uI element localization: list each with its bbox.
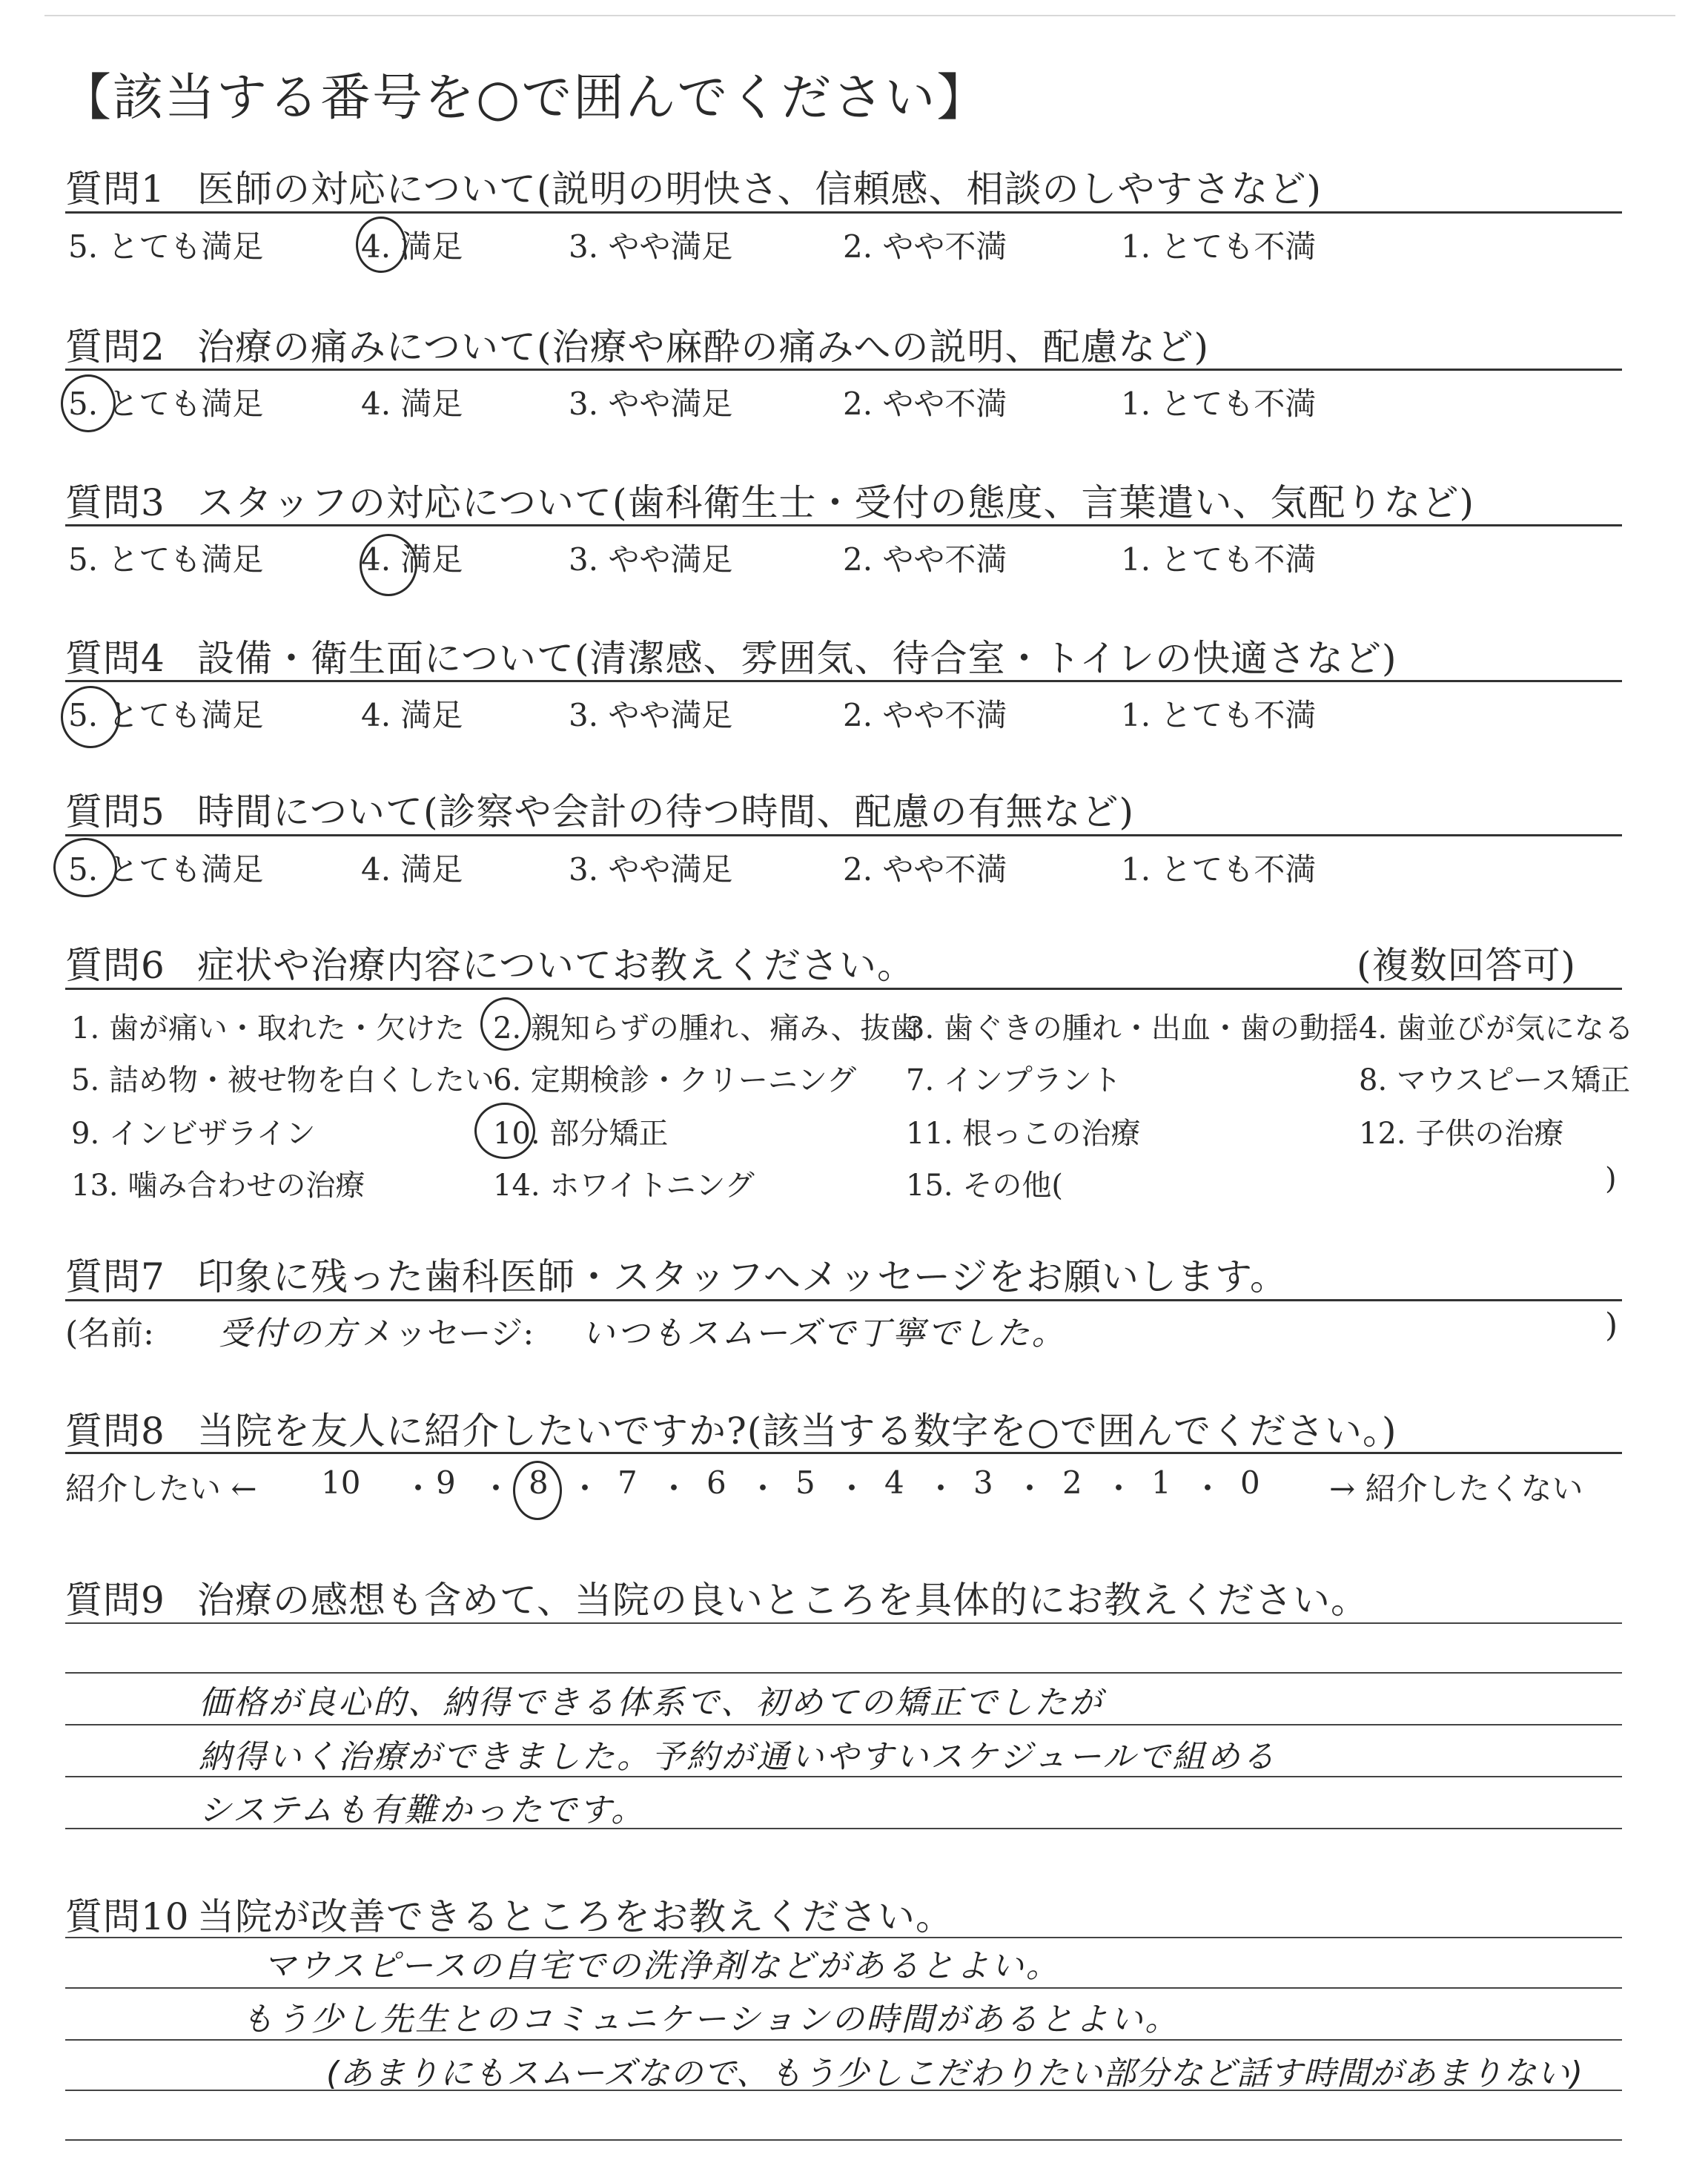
option-3[interactable]: 3. やや満足	[569, 386, 733, 422]
symptom-option[interactable]: 14. ホワイトニング	[493, 1169, 755, 1203]
option-2[interactable]: 2. やや不満	[843, 228, 1007, 265]
rating-options-q4	[68, 691, 1625, 736]
divider	[65, 680, 1622, 682]
scale-value[interactable]: 6	[706, 1464, 726, 1501]
scale-value[interactable]: 9	[436, 1464, 456, 1501]
question-number: 質問10	[65, 1895, 190, 1938]
symptom-option[interactable]: 4. 歯並びが気になる	[1359, 1011, 1634, 1046]
selection-circle	[61, 374, 116, 432]
symptom-option[interactable]: 9. インビザライン	[71, 1117, 316, 1151]
question-number: 質問2	[65, 326, 165, 369]
question-number: 質問6	[65, 944, 165, 987]
selection-circle	[360, 534, 417, 596]
scale-value[interactable]: 2	[1062, 1464, 1082, 1501]
option-2[interactable]: 2. やや不満	[843, 851, 1007, 888]
symptom-option[interactable]: 11. 根っこの治療	[906, 1117, 1141, 1151]
scale-dot: ・	[925, 1470, 957, 1507]
option-4[interactable]: 4. 満足	[361, 228, 463, 265]
symptom-option[interactable]: 3. 歯ぐきの腫れ・出血・歯の動揺	[906, 1011, 1359, 1046]
option-5[interactable]: 5. とても満足	[68, 851, 264, 888]
question-text: 印象に残った歯科医師・スタッフへメッセージをお願いします。	[197, 1255, 1288, 1298]
scale-dot: ・	[480, 1470, 512, 1507]
rating-options-q2	[68, 380, 1625, 424]
option-3[interactable]: 3. やや満足	[569, 851, 733, 888]
question-3	[65, 473, 1474, 526]
symptom-option[interactable]: 15. その他(	[906, 1169, 1063, 1203]
question-7	[65, 1247, 1288, 1301]
handwritten-answer-line: もう少し先生とのコミュニケーションの時間があるとよい。	[241, 2001, 1180, 2038]
scale-dot: ・	[569, 1470, 601, 1507]
option-4[interactable]: 4. 満足	[361, 386, 463, 422]
option-1[interactable]: 1. とても不満	[1121, 851, 1317, 888]
scale-value[interactable]: 4	[884, 1464, 904, 1501]
symptom-option[interactable]: 2. 親知らずの腫れ、痛み、抜歯	[493, 1011, 920, 1046]
question-2	[65, 317, 1209, 371]
answer-line	[65, 1724, 1622, 1725]
divider	[65, 211, 1622, 214]
symptom-option[interactable]: 1. 歯が痛い・取れた・欠けた	[71, 1011, 465, 1046]
scale-right-label: → 紹介したくない	[1329, 1470, 1583, 1507]
recommend-scale	[65, 1464, 1622, 1509]
option-5[interactable]: 5. とても満足	[68, 386, 264, 422]
divider	[65, 834, 1622, 836]
option-3[interactable]: 3. やや満足	[569, 697, 733, 733]
question-number: 質問5	[65, 790, 165, 833]
answer-line	[65, 1937, 1622, 1938]
question-text: 設備・衛生面について(清潔感、雰囲気、待合室・トイレの快適さなど)	[197, 637, 1397, 680]
question-10	[65, 1887, 953, 1941]
question-text: 治療の感想も含めて、当院の良いところを具体的にお教えください。	[197, 1579, 1368, 1622]
handwritten-answer-line: 納得いく治療ができました。予約が通いやすいスケジュールで組める	[199, 1738, 1277, 1776]
scale-value[interactable]: 3	[973, 1464, 993, 1501]
symptom-option[interactable]: 6. 定期検診・クリーニング	[493, 1063, 857, 1097]
question-text: 治療の痛みについて(治療や麻酔の痛みへの説明、配慮など)	[197, 326, 1210, 369]
divider	[65, 524, 1622, 526]
scale-dot: ・	[658, 1470, 690, 1507]
selection-circle	[356, 217, 406, 273]
handwritten-answer-line: システムも有難かったです。	[199, 1791, 646, 1829]
question-number: 質問4	[65, 637, 165, 680]
rating-options-q1	[68, 222, 1625, 267]
symptom-option[interactable]: 8. マウスピース矯正	[1359, 1063, 1631, 1097]
scale-dot: ・	[1103, 1470, 1135, 1507]
symptom-option[interactable]: 12. 子供の治療	[1359, 1117, 1564, 1151]
question-number: 質問8	[65, 1410, 165, 1453]
symptom-option[interactable]: 13. 噛み合わせの治療	[71, 1169, 365, 1203]
answer-line	[65, 1622, 1622, 1624]
question-number: 質問3	[65, 481, 165, 524]
answer-line	[65, 1987, 1622, 1989]
question-text: 時間について(診察や会計の待つ時間、配慮の有無など)	[197, 790, 1135, 833]
scale-value[interactable]: 5	[795, 1464, 815, 1501]
option-2[interactable]: 2. やや不満	[843, 386, 1007, 422]
option-4[interactable]: 4. 満足	[361, 851, 463, 888]
scale-value[interactable]: 1	[1151, 1464, 1171, 1501]
multiple-answer-note: (複数回答可)	[1357, 944, 1577, 987]
question-text: 症状や治療内容についてお教えください。	[197, 944, 915, 987]
question-text: 当院が改善できるところをお教えください。	[197, 1895, 953, 1938]
selection-circle	[61, 686, 120, 748]
option-5[interactable]: 5. とても満足	[68, 697, 264, 733]
question-8	[65, 1401, 1397, 1455]
divider	[65, 1299, 1622, 1301]
answer-line	[65, 1672, 1622, 1674]
option-1[interactable]: 1. とても不満	[1121, 386, 1317, 422]
message-close-paren: )	[1605, 1307, 1618, 1344]
scale-dot: ・	[1192, 1470, 1224, 1507]
option-2[interactable]: 2. やや不満	[843, 541, 1007, 578]
other-close-paren: )	[1605, 1162, 1617, 1196]
option-2[interactable]: 2. やや不満	[843, 697, 1007, 733]
message-value[interactable]: いつもスムーズで丁寧でした。	[582, 1315, 1067, 1353]
question-text: スタッフの対応について(歯科衛生士・受付の態度、言葉遣い、気配りなど)	[197, 481, 1475, 524]
handwritten-answer-line: 価格が良心的、納得できる体系で、初めての矯正でしたが	[199, 1684, 1105, 1722]
divider	[65, 369, 1622, 371]
question-text: 当院を友人に紹介したいですか?(該当する数字を○で囲んでください。)	[197, 1410, 1397, 1453]
scale-value[interactable]: 0	[1240, 1464, 1260, 1501]
option-3[interactable]: 3. やや満足	[569, 228, 733, 265]
symptom-option[interactable]: 10. 部分矯正	[493, 1117, 669, 1151]
name-value[interactable]: 受付の方	[219, 1315, 358, 1353]
option-4[interactable]: 4. 満足	[361, 541, 463, 578]
answer-line	[65, 2139, 1622, 2141]
selection-circle	[474, 1103, 535, 1159]
message-label: メッセージ:	[362, 1315, 534, 1353]
top-border	[44, 15, 1675, 16]
scale-value[interactable]: 8	[529, 1464, 549, 1501]
question-4	[65, 629, 1397, 682]
question-number: 質問1	[65, 168, 165, 211]
question-5	[65, 782, 1134, 836]
question-9	[65, 1571, 1368, 1624]
question-number: 質問9	[65, 1579, 165, 1622]
rating-options-q5	[68, 845, 1625, 890]
option-4[interactable]: 4. 満足	[361, 697, 463, 733]
question-6	[65, 936, 915, 989]
question-1	[65, 159, 1322, 213]
option-3[interactable]: 3. やや満足	[569, 541, 733, 578]
scale-value[interactable]: 10	[321, 1464, 361, 1501]
scale-dot: ・	[836, 1470, 868, 1507]
symptom-option[interactable]: 5. 詰め物・被せ物を白くしたい	[71, 1063, 494, 1097]
handwritten-answer-line: (あまりにもスムーズなので、もう少しこだわりたい部分など話す時間があまりない)	[326, 2055, 1584, 2093]
scale-dot: ・	[747, 1470, 779, 1507]
option-1[interactable]: 1. とても不満	[1121, 541, 1317, 578]
selection-circle	[513, 1461, 562, 1520]
scale-left-label: 紹介したい ←	[65, 1470, 257, 1507]
option-5[interactable]: 5. とても満足	[68, 541, 264, 578]
question-number: 質問7	[65, 1255, 165, 1298]
option-5[interactable]: 5. とても満足	[68, 228, 264, 265]
question-text: 医師の対応について(説明の明快さ、信頼感、相談のしやすさなど)	[197, 168, 1323, 211]
divider	[65, 988, 1622, 990]
selection-circle	[480, 997, 531, 1051]
name-label: (名前:	[65, 1315, 154, 1353]
selection-circle	[53, 838, 117, 897]
option-1[interactable]: 1. とても不満	[1121, 228, 1317, 265]
symptom-option[interactable]: 7. インプラント	[906, 1063, 1122, 1097]
form-title: 【該当する番号を○で囲んでください】	[61, 69, 989, 128]
option-1[interactable]: 1. とても不満	[1121, 697, 1317, 733]
divider	[65, 1452, 1622, 1454]
rating-options-q3	[68, 535, 1625, 580]
handwritten-answer-line: マウスピースの自宅での洗浄剤などがあるとよい。	[263, 1947, 1061, 1985]
scale-dot: ・	[403, 1470, 434, 1507]
scale-value[interactable]: 7	[618, 1464, 638, 1501]
scale-dot: ・	[1014, 1470, 1046, 1507]
